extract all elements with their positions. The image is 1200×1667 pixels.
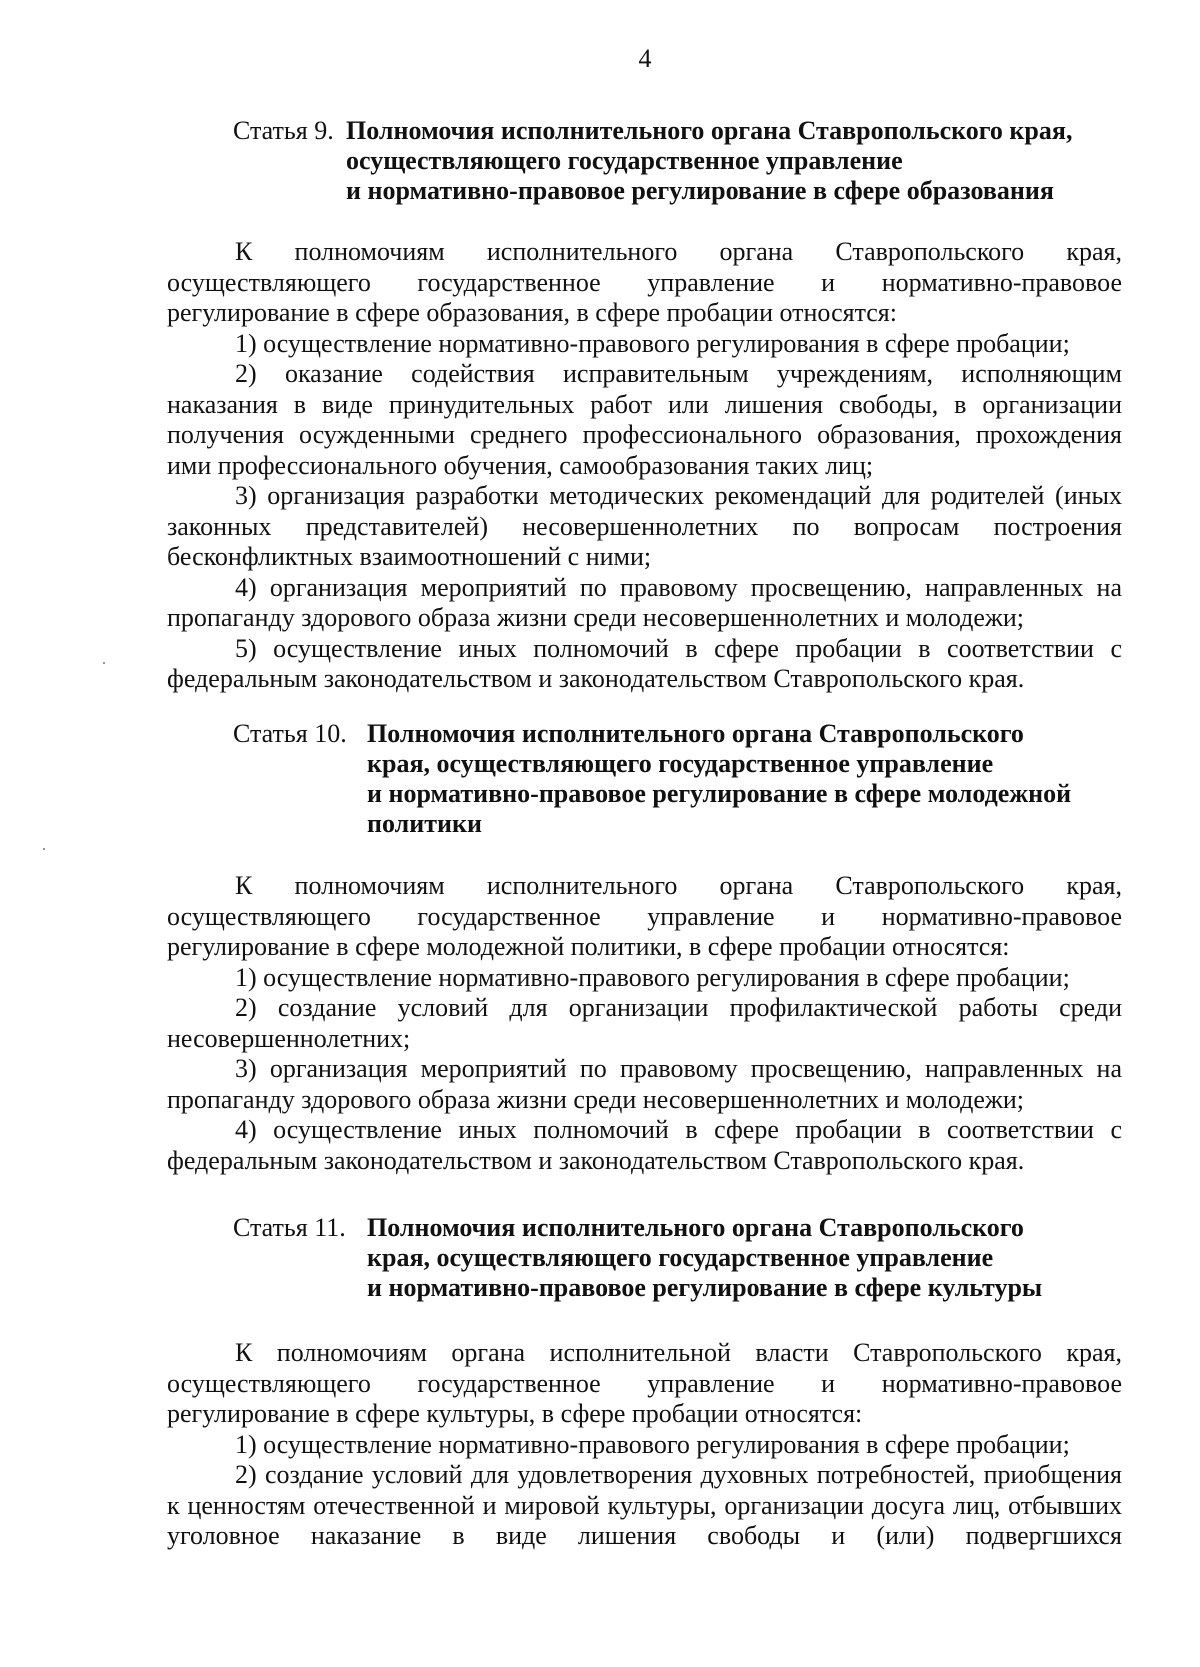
article-9-label: Статья 9. bbox=[233, 116, 334, 145]
scan-speck bbox=[103, 662, 105, 664]
article-11-heading bbox=[0, 1213, 1200, 1308]
article-10-title-line-3: и нормативно-правовое регулирование в сфере молодежной bbox=[367, 779, 1072, 808]
article-11-title-line-3: и нормативно-правовое регулирование в сфере культуры bbox=[367, 1273, 1043, 1302]
article-9-body bbox=[167, 237, 1122, 695]
article-10-item-1: 1) осуществление нормативно-правового регулирования в сфере пробации; bbox=[235, 962, 1070, 992]
article-10-item-4: 4) осуществление иных полномочий в сфере пробации в соответствии с федеральным законодательством и законодательством Ставропольского края. bbox=[167, 1115, 1122, 1175]
article-9-intro: К полномочиям исполнительного органа Ставропольского края, осуществляющего государственное управление и нормативно-правовое регулирование в сфере образования, в сфере пробации относятся: bbox=[167, 237, 1122, 327]
article-9-item-5: 5) осуществление иных полномочий в сфере пробации в соответствии с федеральным законодательством и законодательством Ставропольского края. bbox=[167, 633, 1122, 693]
article-9-item-4: 4) организация мероприятий по правовому просвещению, направленных на пропаганду здорового образа жизни среди несовершеннолетних и молодежи; bbox=[167, 572, 1122, 632]
article-9-title-line-2: осуществляющего государственное управление bbox=[346, 146, 903, 175]
article-10-title-line-2: края, осуществляющего государственное управление bbox=[367, 749, 994, 778]
article-9-item-1: 1) осуществление нормативно-правового регулирования в сфере пробации; bbox=[235, 328, 1070, 358]
article-11-intro: К полномочиям органа исполнительной власти Ставропольского края, осуществляющего государственное управление и нормативно-правовое регулирование в сфере культуры, в сфере пробации относятся: bbox=[167, 1338, 1122, 1428]
article-10-body bbox=[167, 871, 1122, 1176]
article-11-item-1: 1) осуществление нормативно-правового регулирования в сфере пробации; bbox=[235, 1429, 1070, 1459]
article-9-item-3: 3) организация разработки методических рекомендаций для родителей (иных законных представителей) несовершеннолетних по вопросам построения бесконфликтных взаимоотношений с ними; bbox=[167, 481, 1122, 571]
article-10-item-2: 2) создание условий для организации профилактической работы среди несовершеннолетних; bbox=[167, 993, 1122, 1053]
article-10-intro: К полномочиям исполнительного органа Ставропольского края, осуществляющего государственное управление и нормативно-правовое регулирование в сфере молодежной политики, в сфере пробации относятся: bbox=[167, 871, 1122, 961]
article-10-title-line-4: политики bbox=[367, 809, 482, 838]
article-10-heading bbox=[0, 719, 1200, 844]
article-9-title-line-1: Полномочия исполнительного органа Ставропольского края, bbox=[346, 116, 1073, 145]
page-number: 4 bbox=[638, 44, 652, 73]
scan-speck bbox=[43, 848, 45, 850]
article-11-title-line-1: Полномочия исполнительного органа Ставропольского bbox=[367, 1213, 1024, 1242]
article-9-title-line-3: и нормативно-правовое регулирование в сфере образования bbox=[346, 176, 1054, 205]
article-11-title-line-2: края, осуществляющего государственное управление bbox=[367, 1243, 994, 1272]
article-10-title-line-1: Полномочия исполнительного органа Ставропольского bbox=[367, 719, 1024, 748]
article-10-label: Статья 10. bbox=[233, 719, 347, 748]
article-11-item-2: 2) создание условий для удовлетворения духовных потребностей, приобщения к ценностям отечественной и мировой культуры, организации досуга лиц, отбывших уголовное наказание в виде лишения свободы и (или) подвергшихся bbox=[167, 1460, 1122, 1550]
article-10-item-3: 3) организация мероприятий по правовому просвещению, направленных на пропаганду здорового образа жизни среди несовершеннолетних и молодежи; bbox=[167, 1054, 1122, 1114]
article-9-item-2: 2) оказание содействия исправительным учреждениям, исполняющим наказания в виде принудительных работ или лишения свободы, в организации получения осужденными среднего профессионального образования, прохождения ими профессионального обучения, самообразования таких лиц; bbox=[167, 359, 1122, 480]
article-11-body bbox=[167, 1338, 1122, 1552]
article-11-label: Статья 11. bbox=[233, 1213, 346, 1242]
article-9-heading bbox=[0, 116, 1200, 211]
